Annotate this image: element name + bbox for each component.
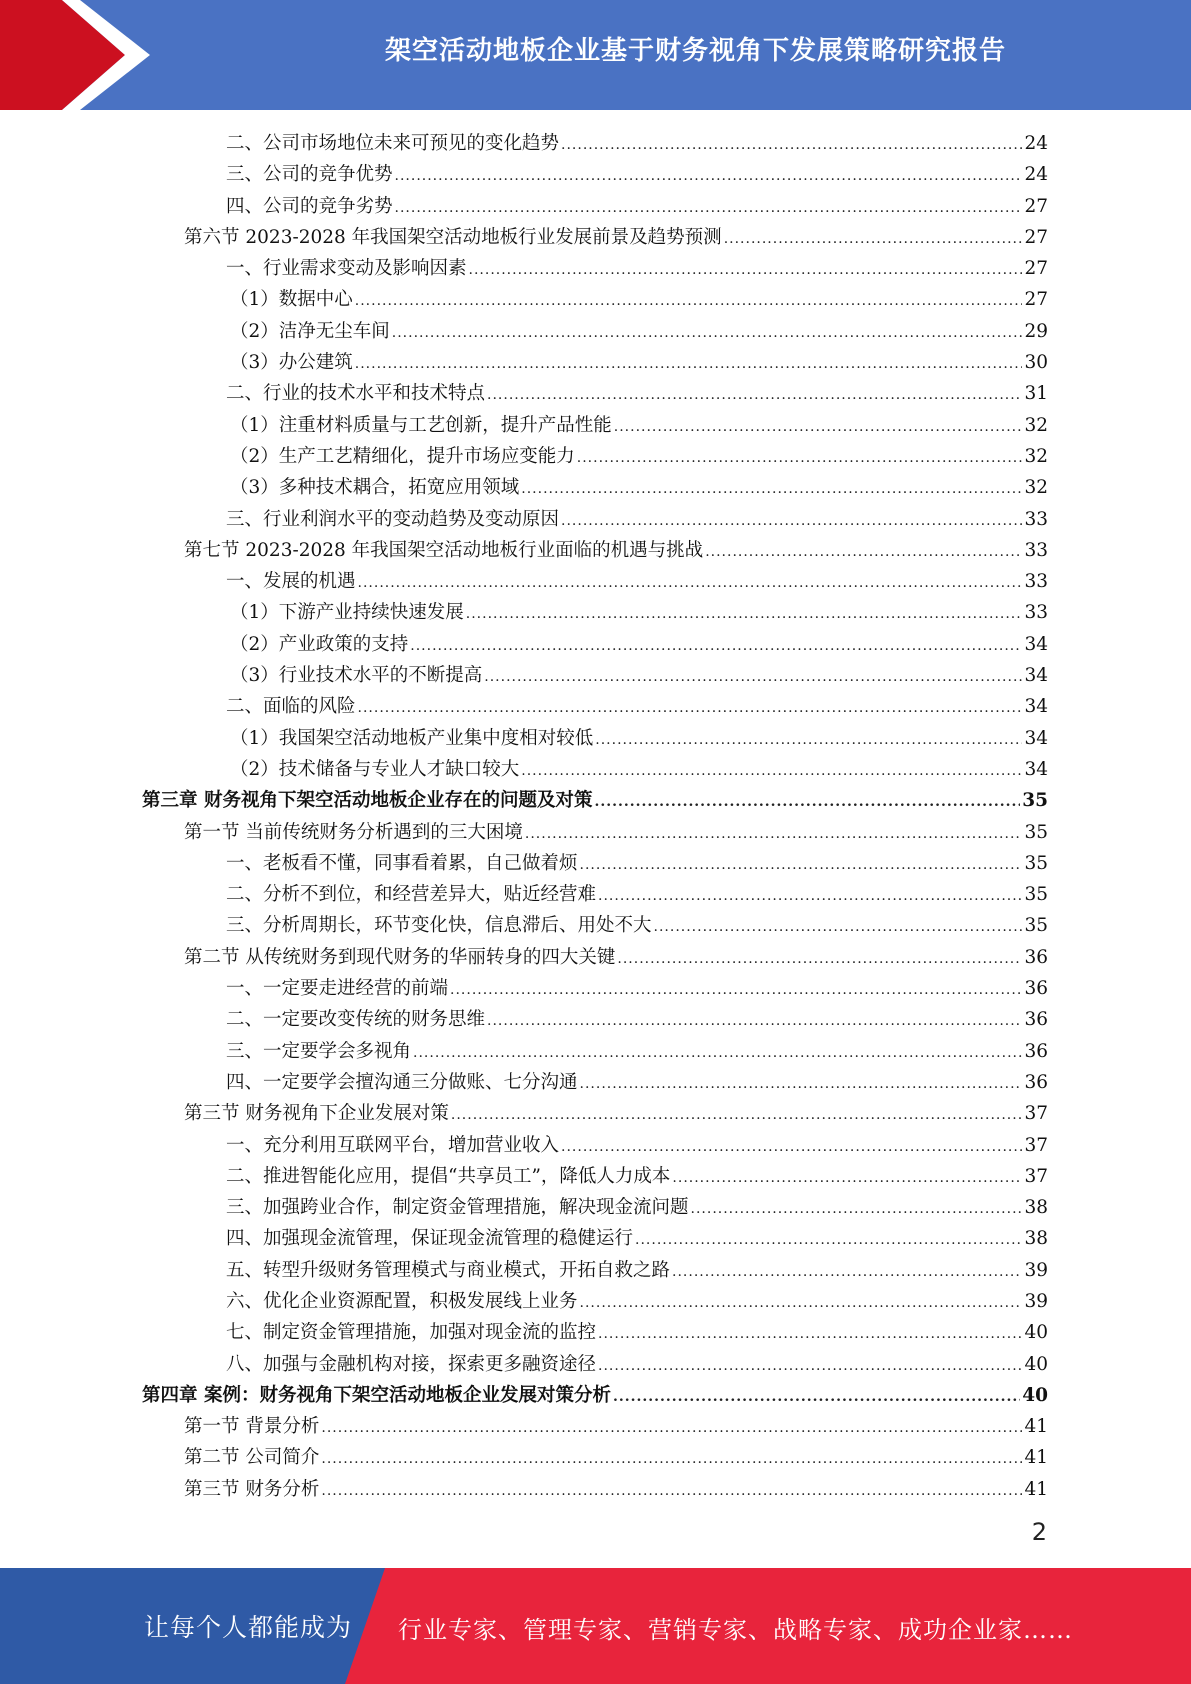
toc-leader-dots (654, 912, 1023, 943)
toc-leader-dots (705, 537, 1022, 568)
toc-entry-page: 30 (1024, 352, 1048, 374)
toc-entry-page: 41 (1024, 1447, 1048, 1469)
toc-entry-title: 八、加强与金融机构对接，探索更多融资途径 (226, 1353, 597, 1375)
toc-entry-title: 三、一定要学会多视角 (226, 1040, 412, 1062)
toc-entry[interactable] (142, 191, 1048, 222)
toc-entry[interactable] (142, 1067, 1048, 1098)
toc-leader-dots (691, 1194, 1023, 1225)
toc-entry[interactable] (142, 942, 1048, 973)
toc-entry-title: （1）注重材料质量与工艺创新，提升产品性能 (230, 414, 612, 436)
toc-entry-page: 35 (1024, 915, 1048, 937)
toc-entry[interactable] (142, 535, 1048, 566)
toc-entry[interactable] (142, 723, 1048, 754)
toc-leader-dots (580, 1288, 1023, 1319)
toc-leader-dots (450, 975, 1022, 1006)
toc-entry-page: 36 (1024, 1040, 1048, 1062)
toc-leader-dots (487, 380, 1022, 411)
toc-leader-dots (561, 130, 1022, 161)
toc-entry[interactable] (142, 1474, 1048, 1505)
toc-entry[interactable] (142, 472, 1048, 503)
toc-entry[interactable] (142, 284, 1048, 315)
toc-entry-title: （3）多种技术耦合，拓宽应用领域 (230, 477, 520, 499)
toc-entry-page: 24 (1024, 133, 1048, 154)
toc-entry-page: 27 (1024, 226, 1048, 248)
toc-leader-dots (392, 318, 1023, 349)
toc-entry[interactable] (142, 754, 1048, 785)
toc-entry-title: 一、一定要走进经营的前端 (226, 978, 449, 1000)
toc-leader-dots (413, 1038, 1022, 1069)
toc-entry[interactable] (142, 410, 1048, 441)
toc-leader-dots (724, 224, 1023, 255)
toc-leader-dots (598, 1319, 1022, 1350)
toc-entry-page: 31 (1024, 383, 1048, 405)
toc-entry-page: 40 (1022, 1384, 1048, 1406)
toc-leader-dots (395, 193, 1023, 224)
toc-entry-title: 第七节 2023-2028 年我国架空活动地板行业面临的机遇与挑战 (184, 539, 704, 561)
toc-entry-title: 五、转型升级财务管理模式与商业模式，开拓自救之路 (226, 1259, 671, 1281)
toc-leader-dots (466, 599, 1023, 630)
toc-leader-dots (321, 1413, 1022, 1444)
toc-entry-title: 第六节 2023-2028 年我国架空活动地板行业发展前景及趋势预测 (184, 226, 722, 248)
toc-entry-title: 七、制定资金管理措施，加强对现金流的监控 (226, 1322, 597, 1344)
toc-entry-page: 34 (1024, 758, 1048, 780)
toc-entry[interactable] (142, 629, 1048, 660)
toc-entry-title: 三、行业利润水平的变动趋势及变动原因 (226, 508, 560, 530)
toc-entry-title: 二、分析不到位，和经营差异大，贴近经营难 (226, 884, 597, 906)
toc-entry-title: （1）我国架空活动地板产业集中度相对较低 (230, 727, 594, 749)
footer-slogan-left: 让每个人都能成为 (144, 1613, 353, 1642)
toc-entry-title: 一、行业需求变动及影响因素 (226, 258, 467, 280)
toc-entry[interactable] (142, 848, 1048, 879)
toc-entry-title: （2）生产工艺精细化，提升市场应变能力 (230, 445, 575, 467)
toc-entry[interactable] (142, 1380, 1048, 1411)
toc-entry-title: 四、公司的竞争劣势 (226, 195, 393, 217)
toc-entry-page: 39 (1024, 1290, 1048, 1312)
toc-entry[interactable] (142, 504, 1048, 535)
toc-leader-dots (321, 1476, 1022, 1507)
toc-leader-dots (355, 286, 1023, 317)
toc-entry-page: 29 (1024, 320, 1048, 342)
toc-entry[interactable] (142, 1098, 1048, 1129)
toc-entry[interactable] (142, 1286, 1048, 1317)
toc-leader-dots (521, 756, 1022, 787)
toc-entry[interactable] (142, 1255, 1048, 1286)
toc-entry[interactable] (142, 691, 1048, 722)
toc-entry-page: 36 (1024, 1071, 1048, 1093)
page-header (0, 0, 1191, 110)
toc-leader-dots (614, 412, 1023, 443)
toc-entry-title: 第四章 案例：财务视角下架空活动地板企业发展对策分析 (142, 1384, 611, 1406)
toc-entry-page: 35 (1024, 852, 1048, 874)
toc-entry-page: 37 (1024, 1134, 1048, 1156)
toc-leader-dots (594, 787, 1020, 818)
toc-entry-page: 34 (1024, 665, 1048, 687)
toc-entry-page: 36 (1024, 1009, 1048, 1031)
toc-entry[interactable] (142, 441, 1048, 472)
toc-leader-dots (355, 349, 1023, 380)
toc-entry-page: 36 (1024, 978, 1048, 1000)
toc-entry[interactable] (142, 378, 1048, 409)
toc-entry[interactable] (142, 128, 1048, 159)
toc-leader-dots (617, 944, 1022, 975)
toc-entry-title: 二、推进智能化应用，提倡“共享员工”，降低人力成本 (226, 1165, 671, 1187)
page-footer (0, 1568, 1191, 1684)
toc-leader-dots (613, 1382, 1020, 1413)
toc-entry-page: 32 (1024, 414, 1048, 436)
toc-entry[interactable] (142, 1161, 1048, 1192)
toc-leader-dots (395, 161, 1023, 192)
toc-entry[interactable] (142, 910, 1048, 941)
toc-entry-title: 三、分析周期长，环节变化快，信息滞后、用处不大 (226, 915, 652, 937)
toc-entry-title: 第一节 背景分析 (184, 1416, 320, 1438)
toc-entry-title: （2）技术储备与专业人才缺口较大 (230, 758, 520, 780)
toc-entry-page: 27 (1024, 289, 1048, 311)
toc-leader-dots (487, 1006, 1022, 1037)
toc-entry-title: 六、优化企业资源配置，积极发展线上业务 (226, 1290, 578, 1312)
toc-entry-page: 40 (1024, 1353, 1048, 1375)
toc-leader-dots (561, 1132, 1022, 1163)
toc-entry-page: 33 (1024, 539, 1048, 561)
toc-entry[interactable] (142, 597, 1048, 628)
toc-entry-title: 一、发展的机遇 (226, 571, 356, 593)
toc-entry-page: 27 (1024, 195, 1048, 217)
toc-entry[interactable] (142, 1411, 1048, 1442)
page-number: 2 (1031, 1518, 1047, 1546)
toc-leader-dots (595, 725, 1022, 756)
toc-leader-dots (525, 819, 1023, 850)
toc-leader-dots (577, 443, 1023, 474)
toc-entry-page: 33 (1024, 508, 1048, 530)
toc-leader-dots (521, 474, 1022, 505)
toc-entry[interactable] (142, 1317, 1048, 1348)
toc-leader-dots (358, 568, 1023, 599)
toc-entry-title: 第三节 财务视角下企业发展对策 (184, 1103, 449, 1125)
toc-entry-title: （3）行业技术水平的不断提高 (230, 665, 483, 687)
toc-leader-dots (484, 662, 1022, 693)
toc-leader-dots (321, 1444, 1022, 1475)
toc-entry-page: 36 (1024, 946, 1048, 968)
toc-entry[interactable] (142, 316, 1048, 347)
table-of-contents (142, 128, 1048, 1505)
toc-entry-title: 第三章 财务视角下架空活动地板企业存在的问题及对策 (142, 790, 593, 812)
toc-entry-title: 第二节 从传统财务到现代财务的华丽转身的四大关键 (184, 946, 616, 968)
toc-entry[interactable] (142, 817, 1048, 848)
toc-entry-title: （1）数据中心 (230, 289, 353, 311)
toc-leader-dots (410, 631, 1022, 662)
toc-entry-page: 27 (1024, 258, 1048, 280)
toc-entry[interactable] (142, 1036, 1048, 1067)
toc-entry-title: 三、公司的竞争优势 (226, 164, 393, 186)
toc-entry-page: 34 (1024, 633, 1048, 655)
toc-entry-page: 35 (1022, 790, 1048, 812)
toc-entry-page: 35 (1024, 821, 1048, 843)
toc-leader-dots (672, 1163, 1022, 1194)
toc-entry[interactable] (142, 879, 1048, 910)
toc-entry-title: 二、一定要改变传统的财务思维 (226, 1009, 486, 1031)
toc-leader-dots (580, 1069, 1023, 1100)
toc-entry-title: 四、一定要学会擅沟通三分做账、七分沟通 (226, 1071, 578, 1093)
toc-entry-page: 33 (1024, 602, 1048, 624)
toc-entry-page: 32 (1024, 445, 1048, 467)
toc-entry-title: 四、加强现金流管理，保证现金流管理的稳健运行 (226, 1228, 634, 1250)
toc-entry[interactable] (142, 1130, 1048, 1161)
toc-entry[interactable] (142, 785, 1048, 816)
toc-entry-page: 37 (1024, 1103, 1048, 1125)
toc-entry-title: 二、公司市场地位未来可预见的变化趋势 (226, 133, 560, 154)
toc-entry[interactable] (142, 660, 1048, 691)
toc-entry-page: 37 (1024, 1165, 1048, 1187)
report-title: 架空活动地板企业基于财务视角下发展策略研究报告 (384, 36, 1006, 66)
toc-entry-title: （2）产业政策的支持 (230, 633, 409, 655)
toc-entry-page: 24 (1024, 164, 1048, 186)
toc-entry[interactable] (142, 347, 1048, 378)
toc-leader-dots (598, 881, 1022, 912)
toc-entry-page: 38 (1024, 1197, 1048, 1219)
toc-entry-title: 第二节 公司简介 (184, 1447, 320, 1469)
toc-entry-title: 第一节 当前传统财务分析遇到的三大困境 (184, 821, 523, 843)
toc-leader-dots (451, 1100, 1023, 1131)
toc-entry[interactable] (142, 1349, 1048, 1380)
toc-entry[interactable] (142, 566, 1048, 597)
toc-entry-title: 一、老板看不懂，同事看着累，自己做着烦 (226, 852, 578, 874)
toc-entry[interactable] (142, 159, 1048, 190)
toc-entry-title: （1）下游产业持续快速发展 (230, 602, 464, 624)
toc-entry-title: 第三节 财务分析 (184, 1478, 320, 1500)
toc-entry[interactable] (142, 253, 1048, 284)
toc-leader-dots (561, 506, 1022, 537)
toc-entry-page: 38 (1024, 1228, 1048, 1250)
toc-entry-page: 39 (1024, 1259, 1048, 1281)
toc-entry-page: 41 (1024, 1478, 1048, 1500)
toc-entry-title: 三、加强跨业合作，制定资金管理措施，解决现金流问题 (226, 1197, 689, 1219)
toc-entry-page: 34 (1024, 727, 1048, 749)
toc-entry-page: 32 (1024, 477, 1048, 499)
toc-entry-title: 二、面临的风险 (226, 696, 356, 718)
toc-leader-dots (598, 1351, 1022, 1382)
toc-entry-page: 40 (1024, 1322, 1048, 1344)
toc-entry[interactable] (142, 1223, 1048, 1254)
footer-slogan-right: 行业专家、管理专家、营销专家、战略专家、成功企业家…… (398, 1616, 1073, 1644)
toc-entry-page: 34 (1024, 696, 1048, 718)
toc-entry-page: 33 (1024, 571, 1048, 593)
toc-leader-dots (469, 255, 1023, 286)
toc-leader-dots (580, 850, 1023, 881)
toc-entry-title: （3）办公建筑 (230, 352, 353, 374)
toc-entry-title: 一、充分利用互联网平台，增加营业收入 (226, 1134, 560, 1156)
toc-entry-page: 41 (1024, 1416, 1048, 1438)
toc-entry[interactable] (142, 1192, 1048, 1223)
toc-entry[interactable] (142, 1442, 1048, 1473)
toc-leader-dots (358, 693, 1023, 724)
toc-entry-title: 二、行业的技术水平和技术特点 (226, 383, 486, 405)
toc-leader-dots (635, 1225, 1022, 1256)
toc-entry-title: （2）洁净无尘车间 (230, 320, 390, 342)
toc-entry[interactable] (142, 1004, 1048, 1035)
toc-leader-dots (672, 1257, 1022, 1288)
toc-entry[interactable] (142, 973, 1048, 1004)
toc-entry[interactable] (142, 222, 1048, 253)
toc-entry-page: 35 (1024, 884, 1048, 906)
